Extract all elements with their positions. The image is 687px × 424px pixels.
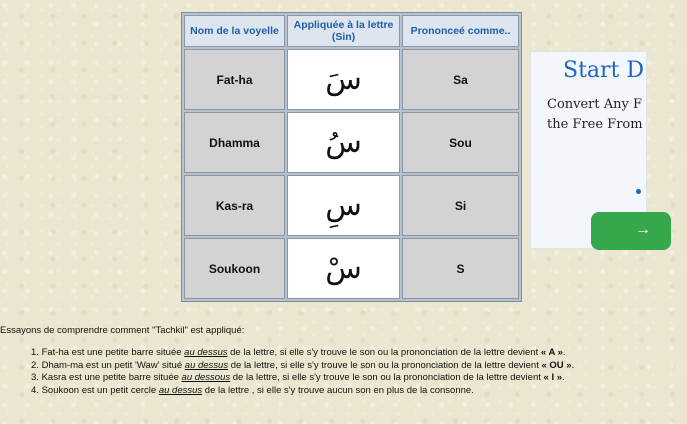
header-pronounced: Prononceé comme.. [402,15,519,47]
list-item [31,385,574,398]
rule-text: Dham-ma est un petit 'Waw' situé [41,359,183,371]
vowel-glyph: سُ [325,124,362,160]
vowel-name-cell: Kas-ra [184,175,285,236]
vowel-glyph-cell [287,49,400,110]
rule-number: 3. [31,372,39,383]
rule-sound: « OU » [541,359,572,371]
vowel-glyph: سَ [325,61,362,97]
rule-number: 1. [31,347,39,358]
rule-end: . [562,372,565,383]
ad-text-line1: Convert Any F [547,97,643,112]
arrow-right-icon: → [635,221,651,238]
table-row [184,112,519,173]
pronunciation-cell: Sa [402,49,519,110]
rule-text: de la lettre , si elle s'y trouve aucun son en plus de la consonne. [204,384,474,396]
rule-end: . [571,359,575,371]
vowel-glyph: سْ [325,250,362,286]
ad-dot [636,189,641,194]
list-item [31,347,574,360]
header-vowel-name: Nom de la voyelle [184,15,285,47]
vowel-table [181,12,522,302]
pronunciation-cell: Sou [402,112,519,173]
ad-title[interactable]: Start D [563,58,645,83]
vowel-name-cell: Soukoon [184,238,285,299]
ad-text-line2: the Free From [547,117,643,132]
ad-text [547,95,687,135]
table-row [184,49,519,110]
rule-position: au dessous [181,372,231,383]
rule-number: 2. [31,359,39,371]
rule-position: au dessus [184,347,228,358]
list-item [31,372,574,385]
table-row [184,238,519,299]
rule-number: 4. [31,384,39,396]
pronunciation-cell: S [402,238,519,299]
header-applied-letter-line2: (Sin) [331,31,356,43]
rule-position: au dessus [184,359,229,371]
rule-sound: « A » [540,347,563,358]
intro-text: Essayons de comprendre comment "Tachkil" est appliqué: [0,325,245,336]
header-applied-letter [287,15,400,47]
rule-sound: « I » [543,372,563,383]
list-item [31,360,574,373]
vowel-glyph: سِ [325,187,362,223]
vowel-glyph-cell [287,238,400,299]
header-applied-letter-line1: Appliquée à la lettre [293,19,394,31]
pronunciation-cell: Si [402,175,519,236]
ad-cta-button[interactable] [591,212,671,250]
advertisement-banner[interactable] [530,51,651,249]
rule-text: Fat-ha est une petite barre située [41,347,182,358]
rule-text: Kasra est une petite barre située [41,372,179,383]
rule-position: au dessus [158,384,203,396]
rule-text: de la lettre, si elle s'y trouve le son ou la prononciation de la lettre devient [232,372,541,383]
rule-text: de la lettre, si elle s'y trouve le son ou la prononciation de la lettre devient [230,359,539,371]
rule-text: de la lettre, si elle s'y trouve le son ou la prononciation de la lettre devient [230,347,539,358]
vowel-name-cell: Dhamma [184,112,285,173]
table-header-row [184,15,519,47]
vowel-glyph-cell [287,112,400,173]
table-row [184,175,519,236]
vowel-glyph-cell [287,175,400,236]
rule-end: . [562,347,566,358]
rules-list [0,347,574,397]
rule-text: Soukoon est un petit cercle [41,384,157,396]
vowel-name-cell: Fat-ha [184,49,285,110]
